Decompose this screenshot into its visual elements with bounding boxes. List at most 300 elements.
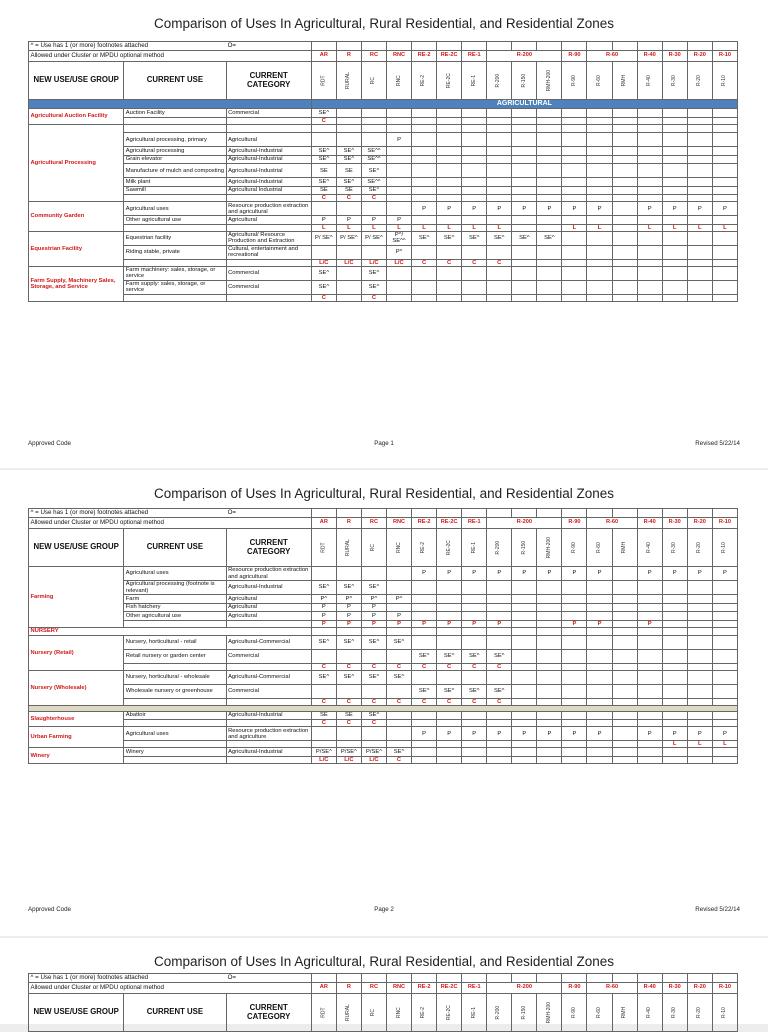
zone-permission — [662, 720, 687, 727]
blank-cell — [637, 974, 662, 983]
zone-permission: P — [662, 202, 687, 216]
zone-permission: P — [412, 620, 437, 627]
section-label: NURSERY — [29, 627, 312, 635]
zone-permission — [487, 186, 512, 195]
subzone-label: RE-2C — [445, 1005, 452, 1021]
zone-permission — [637, 259, 662, 266]
zone-header: R — [336, 983, 361, 994]
subzone-header — [637, 62, 662, 100]
zone-permission — [587, 245, 612, 259]
zone-permission — [487, 216, 512, 225]
zone-permission — [386, 202, 411, 216]
use-row — [29, 202, 738, 216]
zone-permission — [637, 684, 662, 698]
zone-permission — [612, 649, 637, 663]
zone-permission: SE^ — [487, 649, 512, 663]
zone-permission: P — [487, 727, 512, 741]
zone-permission: SE^ — [311, 155, 336, 164]
zone-permission: P — [587, 620, 612, 627]
zone-permission — [311, 133, 336, 147]
zone-permission — [412, 280, 437, 294]
zone-permission: SE^ — [311, 581, 336, 595]
code-row — [29, 259, 738, 266]
subzone-label: R-20 — [696, 542, 703, 554]
zone-permission — [512, 684, 537, 698]
zone-permission — [412, 245, 437, 259]
subzone-label: R-20 — [696, 75, 703, 87]
zone-permission — [612, 259, 637, 266]
current-use: Farm — [124, 595, 226, 604]
zone-permission — [662, 147, 687, 156]
zone-permission: P — [637, 620, 662, 627]
subzone-label: R-40 — [646, 75, 653, 87]
zone-header: RE-2C — [437, 983, 462, 994]
zone-permission: SE^ — [336, 581, 361, 595]
zone-permission: P/ SE^ — [361, 231, 386, 245]
zone-permission — [386, 124, 411, 133]
section-band-label: AGRICULTURAL — [311, 100, 737, 109]
subzone-header — [487, 62, 512, 100]
zone-permission — [687, 147, 712, 156]
zone-permission: C — [336, 195, 361, 202]
zone-permission — [487, 635, 512, 649]
zone-permission — [512, 259, 537, 266]
blank-cell — [537, 627, 562, 635]
blank-cell — [712, 42, 737, 51]
subzone-header — [587, 529, 612, 567]
blank-cell — [587, 974, 612, 983]
zone-permission — [587, 186, 612, 195]
subzone-label: RURAL — [345, 72, 352, 90]
blank-cell — [662, 627, 687, 635]
zone-permission — [712, 603, 737, 612]
zone-permission — [537, 109, 562, 118]
zone-permission: P — [437, 567, 462, 581]
zone-permission — [437, 155, 462, 164]
zone-permission — [712, 186, 737, 195]
zone-permission: C — [412, 259, 437, 266]
zone-permission — [712, 756, 737, 763]
subzone-label: RE-2 — [420, 75, 427, 87]
zone-permission — [712, 195, 737, 202]
zone-permission — [412, 155, 437, 164]
use-table-page-1 — [28, 41, 738, 302]
band-left — [29, 100, 312, 109]
zone-permission — [637, 649, 662, 663]
zone-permission: L — [637, 224, 662, 231]
current-category: Commercial — [226, 280, 311, 294]
zone-permission: P — [487, 620, 512, 627]
page-title: Comparison of Uses In Agricultural, Rural Residential, and Residential Zones — [154, 16, 614, 31]
zone-permission — [537, 670, 562, 684]
zone-permission — [537, 748, 562, 757]
zone-permission — [512, 649, 537, 663]
zone-permission: L — [462, 224, 487, 231]
zone-permission — [537, 756, 562, 763]
zone-permission — [487, 741, 512, 748]
zone-permission — [311, 727, 336, 741]
zone-permission — [662, 711, 687, 720]
use-row — [29, 109, 738, 118]
subzone-label: R-10 — [721, 542, 728, 554]
zone-permission: P — [462, 620, 487, 627]
zone-permission — [687, 109, 712, 118]
zone-permission — [637, 231, 662, 245]
zone-permission: C — [487, 698, 512, 705]
zone-permission — [562, 231, 587, 245]
zone-permission: P — [562, 727, 587, 741]
use-row — [29, 231, 738, 245]
zone-permission: P^/ SE^^ — [386, 231, 411, 245]
current-category: Agricultural-Commercial — [226, 670, 311, 684]
blank-cell — [662, 509, 687, 518]
zone-permission: SE^ — [386, 670, 411, 684]
zone-permission — [587, 720, 612, 727]
subzone-header — [612, 529, 637, 567]
zone-permission — [537, 581, 562, 595]
current-category: Agricultural-Industrial — [226, 147, 311, 156]
zone-permission — [637, 595, 662, 604]
zone-permission — [311, 741, 336, 748]
current-use — [124, 663, 226, 670]
subzone-header — [712, 62, 737, 100]
header-new-use-group: NEW USE/USE GROUP — [29, 529, 124, 567]
current-use — [124, 698, 226, 705]
zone-permission — [587, 164, 612, 178]
subzone-label: R-90 — [570, 1007, 577, 1019]
blank-cell — [311, 42, 336, 51]
zone-permission: L/C — [311, 756, 336, 763]
subzone-label: RC — [370, 1009, 377, 1017]
zone-permission — [487, 612, 512, 621]
zone-permission — [562, 711, 587, 720]
use-row — [29, 595, 738, 604]
zone-permission: C — [437, 259, 462, 266]
zone-permission — [487, 117, 512, 124]
use-group-name: Community Garden — [29, 202, 124, 232]
zone-permission — [361, 741, 386, 748]
zone-permission — [637, 195, 662, 202]
zone-permission — [336, 109, 361, 118]
zone-header: R-200 — [487, 51, 562, 62]
zone-permission: SE^ — [361, 581, 386, 595]
cluster-legend-symbol: O= — [226, 42, 311, 51]
subzone-header — [487, 529, 512, 567]
blank-cell — [437, 509, 462, 518]
zone-permission — [712, 259, 737, 266]
zone-permission — [437, 612, 462, 621]
zone-permission — [361, 245, 386, 259]
zone-permission — [412, 720, 437, 727]
zone-permission: L — [687, 224, 712, 231]
use-row — [29, 711, 738, 720]
zone-permission — [361, 684, 386, 698]
blank-cell — [437, 42, 462, 51]
zone-permission — [437, 280, 462, 294]
zone-header: R-90 — [562, 983, 587, 994]
zone-permission — [612, 603, 637, 612]
header-current-use: CURRENT USE — [124, 62, 226, 100]
zone-permission: P — [361, 620, 386, 627]
current-use: Equestrian facility — [124, 231, 226, 245]
zone-permission — [437, 266, 462, 280]
blank-cell — [462, 974, 487, 983]
zone-permission — [462, 595, 487, 604]
blank-cell — [386, 509, 411, 518]
blank-cell — [462, 509, 487, 518]
zone-permission: SE^ — [311, 178, 336, 187]
zone-permission: C — [437, 698, 462, 705]
zone-permission — [386, 581, 411, 595]
zone-permission — [562, 294, 587, 301]
zone-permission — [687, 133, 712, 147]
zone-permission: SE^ — [311, 147, 336, 156]
blank-cell — [487, 42, 512, 51]
zone-permission: C — [311, 698, 336, 705]
zone-permission — [437, 216, 462, 225]
zone-permission — [512, 124, 537, 133]
subzone-header — [537, 994, 562, 1032]
subzone-label: RNC — [395, 542, 402, 554]
zone-permission — [437, 164, 462, 178]
zone-permission: C — [311, 294, 336, 301]
zone-permission — [712, 155, 737, 164]
zone-permission: L/C — [336, 259, 361, 266]
zone-permission — [687, 266, 712, 280]
header-current-category: CURRENT CATEGORY — [226, 994, 311, 1032]
zone-permission — [662, 698, 687, 705]
zone-header-row — [29, 983, 738, 994]
current-category: Agricultural Industrial — [226, 186, 311, 195]
zone-permission — [612, 756, 637, 763]
zone-header: RE-2 — [412, 983, 437, 994]
blank-cell — [512, 509, 537, 518]
blank-cell — [712, 509, 737, 518]
zone-permission — [662, 649, 687, 663]
zone-permission — [612, 294, 637, 301]
subzone-label: RC — [370, 77, 377, 85]
zone-permission — [662, 595, 687, 604]
subzone-label: R-10 — [721, 75, 728, 87]
zone-permission: SE^ — [361, 711, 386, 720]
blank-cell — [336, 974, 361, 983]
blank-cell — [487, 509, 512, 518]
zone-header-row — [29, 51, 738, 62]
zone-permission — [412, 670, 437, 684]
code-row — [29, 741, 738, 748]
subzone-label: RMH-200 — [545, 1002, 552, 1024]
zone-permission — [336, 741, 361, 748]
zone-permission — [537, 216, 562, 225]
zone-permission — [662, 133, 687, 147]
page-footer — [28, 906, 740, 913]
zone-permission — [512, 711, 537, 720]
zone-header: R-30 — [662, 983, 687, 994]
zone-permission: P — [437, 727, 462, 741]
legend-row — [29, 42, 738, 51]
zone-permission — [512, 741, 537, 748]
zone-permission — [587, 741, 612, 748]
zone-permission — [587, 649, 612, 663]
zone-permission — [612, 231, 637, 245]
subzone-label: R-150 — [520, 74, 527, 88]
subzone-label: R-150 — [520, 541, 527, 555]
zone-permission — [637, 117, 662, 124]
blank-cell — [437, 627, 462, 635]
current-category: Agricultural — [226, 612, 311, 621]
subzone-label: R-20 — [696, 1007, 703, 1019]
zone-permission: P — [562, 202, 587, 216]
zone-permission: P — [386, 620, 411, 627]
zone-permission — [612, 186, 637, 195]
zone-permission — [512, 109, 537, 118]
current-use: Other agricultural use — [124, 612, 226, 621]
zone-permission — [386, 567, 411, 581]
zone-permission: C — [361, 720, 386, 727]
zone-permission — [537, 612, 562, 621]
cluster-legend: Allowed under Cluster or MPDU optional method — [29, 983, 312, 994]
page-1 — [0, 0, 768, 468]
zone-permission — [437, 635, 462, 649]
zone-permission — [462, 155, 487, 164]
zone-permission — [487, 178, 512, 187]
zone-permission — [336, 245, 361, 259]
zone-permission — [662, 186, 687, 195]
zone-permission: SE^ — [361, 280, 386, 294]
zone-permission — [437, 294, 462, 301]
zone-permission — [687, 756, 712, 763]
zone-permission — [662, 756, 687, 763]
zone-header: R-200 — [487, 983, 562, 994]
zone-permission — [562, 195, 587, 202]
zone-permission — [336, 266, 361, 280]
zone-permission: L — [662, 741, 687, 748]
zone-permission: P — [311, 612, 336, 621]
current-category — [226, 124, 311, 133]
zone-permission — [361, 202, 386, 216]
zone-permission — [562, 155, 587, 164]
zone-permission — [612, 155, 637, 164]
subzone-label: R-10 — [721, 1007, 728, 1019]
zone-permission — [412, 178, 437, 187]
zone-permission: P — [487, 202, 512, 216]
zone-permission — [687, 117, 712, 124]
zone-permission — [662, 155, 687, 164]
zone-permission — [612, 117, 637, 124]
current-category — [226, 741, 311, 748]
zone-permission — [637, 581, 662, 595]
subzone-header — [662, 62, 687, 100]
zone-permission — [687, 178, 712, 187]
subzone-label: RMH — [620, 1007, 627, 1019]
zone-permission — [437, 109, 462, 118]
page-2 — [0, 470, 768, 936]
zone-permission — [587, 124, 612, 133]
blank-cell — [386, 974, 411, 983]
subzone-label: R-30 — [671, 1007, 678, 1019]
blank-cell — [512, 627, 537, 635]
zone-permission — [712, 109, 737, 118]
zone-header-row — [29, 518, 738, 529]
zone-permission — [612, 635, 637, 649]
zone-permission — [537, 684, 562, 698]
zone-permission — [687, 711, 712, 720]
zone-permission — [612, 698, 637, 705]
subzone-label: RNC — [395, 1007, 402, 1019]
subzone-header — [386, 529, 411, 567]
zone-permission — [662, 195, 687, 202]
zone-permission — [537, 147, 562, 156]
zone-permission — [562, 720, 587, 727]
subzone-label: RURAL — [345, 539, 352, 557]
current-use: Other agricultural use — [124, 216, 226, 225]
zone-permission — [712, 124, 737, 133]
zone-permission — [336, 727, 361, 741]
zone-permission — [687, 698, 712, 705]
zone-permission — [487, 109, 512, 118]
zone-header: R-40 — [637, 51, 662, 62]
subzone-label: R-150 — [520, 1006, 527, 1020]
zone-permission — [311, 245, 336, 259]
zone-permission: L/C — [336, 756, 361, 763]
use-row — [29, 164, 738, 178]
zone-permission — [587, 280, 612, 294]
zone-permission — [712, 612, 737, 621]
footer-code-label: Approved Code — [28, 440, 71, 447]
zone-permission — [637, 635, 662, 649]
zone-permission: P — [437, 202, 462, 216]
zone-header: R-20 — [687, 983, 712, 994]
zone-permission — [712, 748, 737, 757]
zone-permission — [487, 581, 512, 595]
current-use: Auction Facility — [124, 109, 226, 118]
current-use — [124, 741, 226, 748]
zone-permission — [712, 670, 737, 684]
zone-permission — [336, 202, 361, 216]
zone-permission — [687, 124, 712, 133]
use-row — [29, 603, 738, 612]
zone-permission — [662, 178, 687, 187]
current-use — [124, 259, 226, 266]
zone-permission — [587, 756, 612, 763]
zone-permission — [612, 178, 637, 187]
blank-cell — [311, 627, 336, 635]
zone-permission: SE^ — [437, 231, 462, 245]
code-row — [29, 117, 738, 124]
current-use — [124, 124, 226, 133]
blank-cell — [637, 627, 662, 635]
use-group-name: Equestrian Facility — [29, 231, 124, 266]
subzone-header — [386, 62, 411, 100]
zone-permission: SE^ — [336, 178, 361, 187]
zone-permission — [512, 635, 537, 649]
current-use: Nursery, horticultural - wholesale — [124, 670, 226, 684]
zone-header: AR — [311, 518, 336, 529]
zone-permission: P — [512, 202, 537, 216]
zone-permission — [612, 147, 637, 156]
zone-permission — [612, 727, 637, 741]
zone-permission: P — [712, 202, 737, 216]
zone-permission — [612, 266, 637, 280]
subzone-label: RE-1 — [470, 1007, 477, 1019]
zone-permission: L/C — [361, 259, 386, 266]
zone-permission — [637, 133, 662, 147]
blank-cell — [687, 974, 712, 983]
zone-permission: C — [412, 698, 437, 705]
zone-permission — [412, 164, 437, 178]
subzone-label: R-60 — [595, 75, 602, 87]
subzone-header — [637, 529, 662, 567]
